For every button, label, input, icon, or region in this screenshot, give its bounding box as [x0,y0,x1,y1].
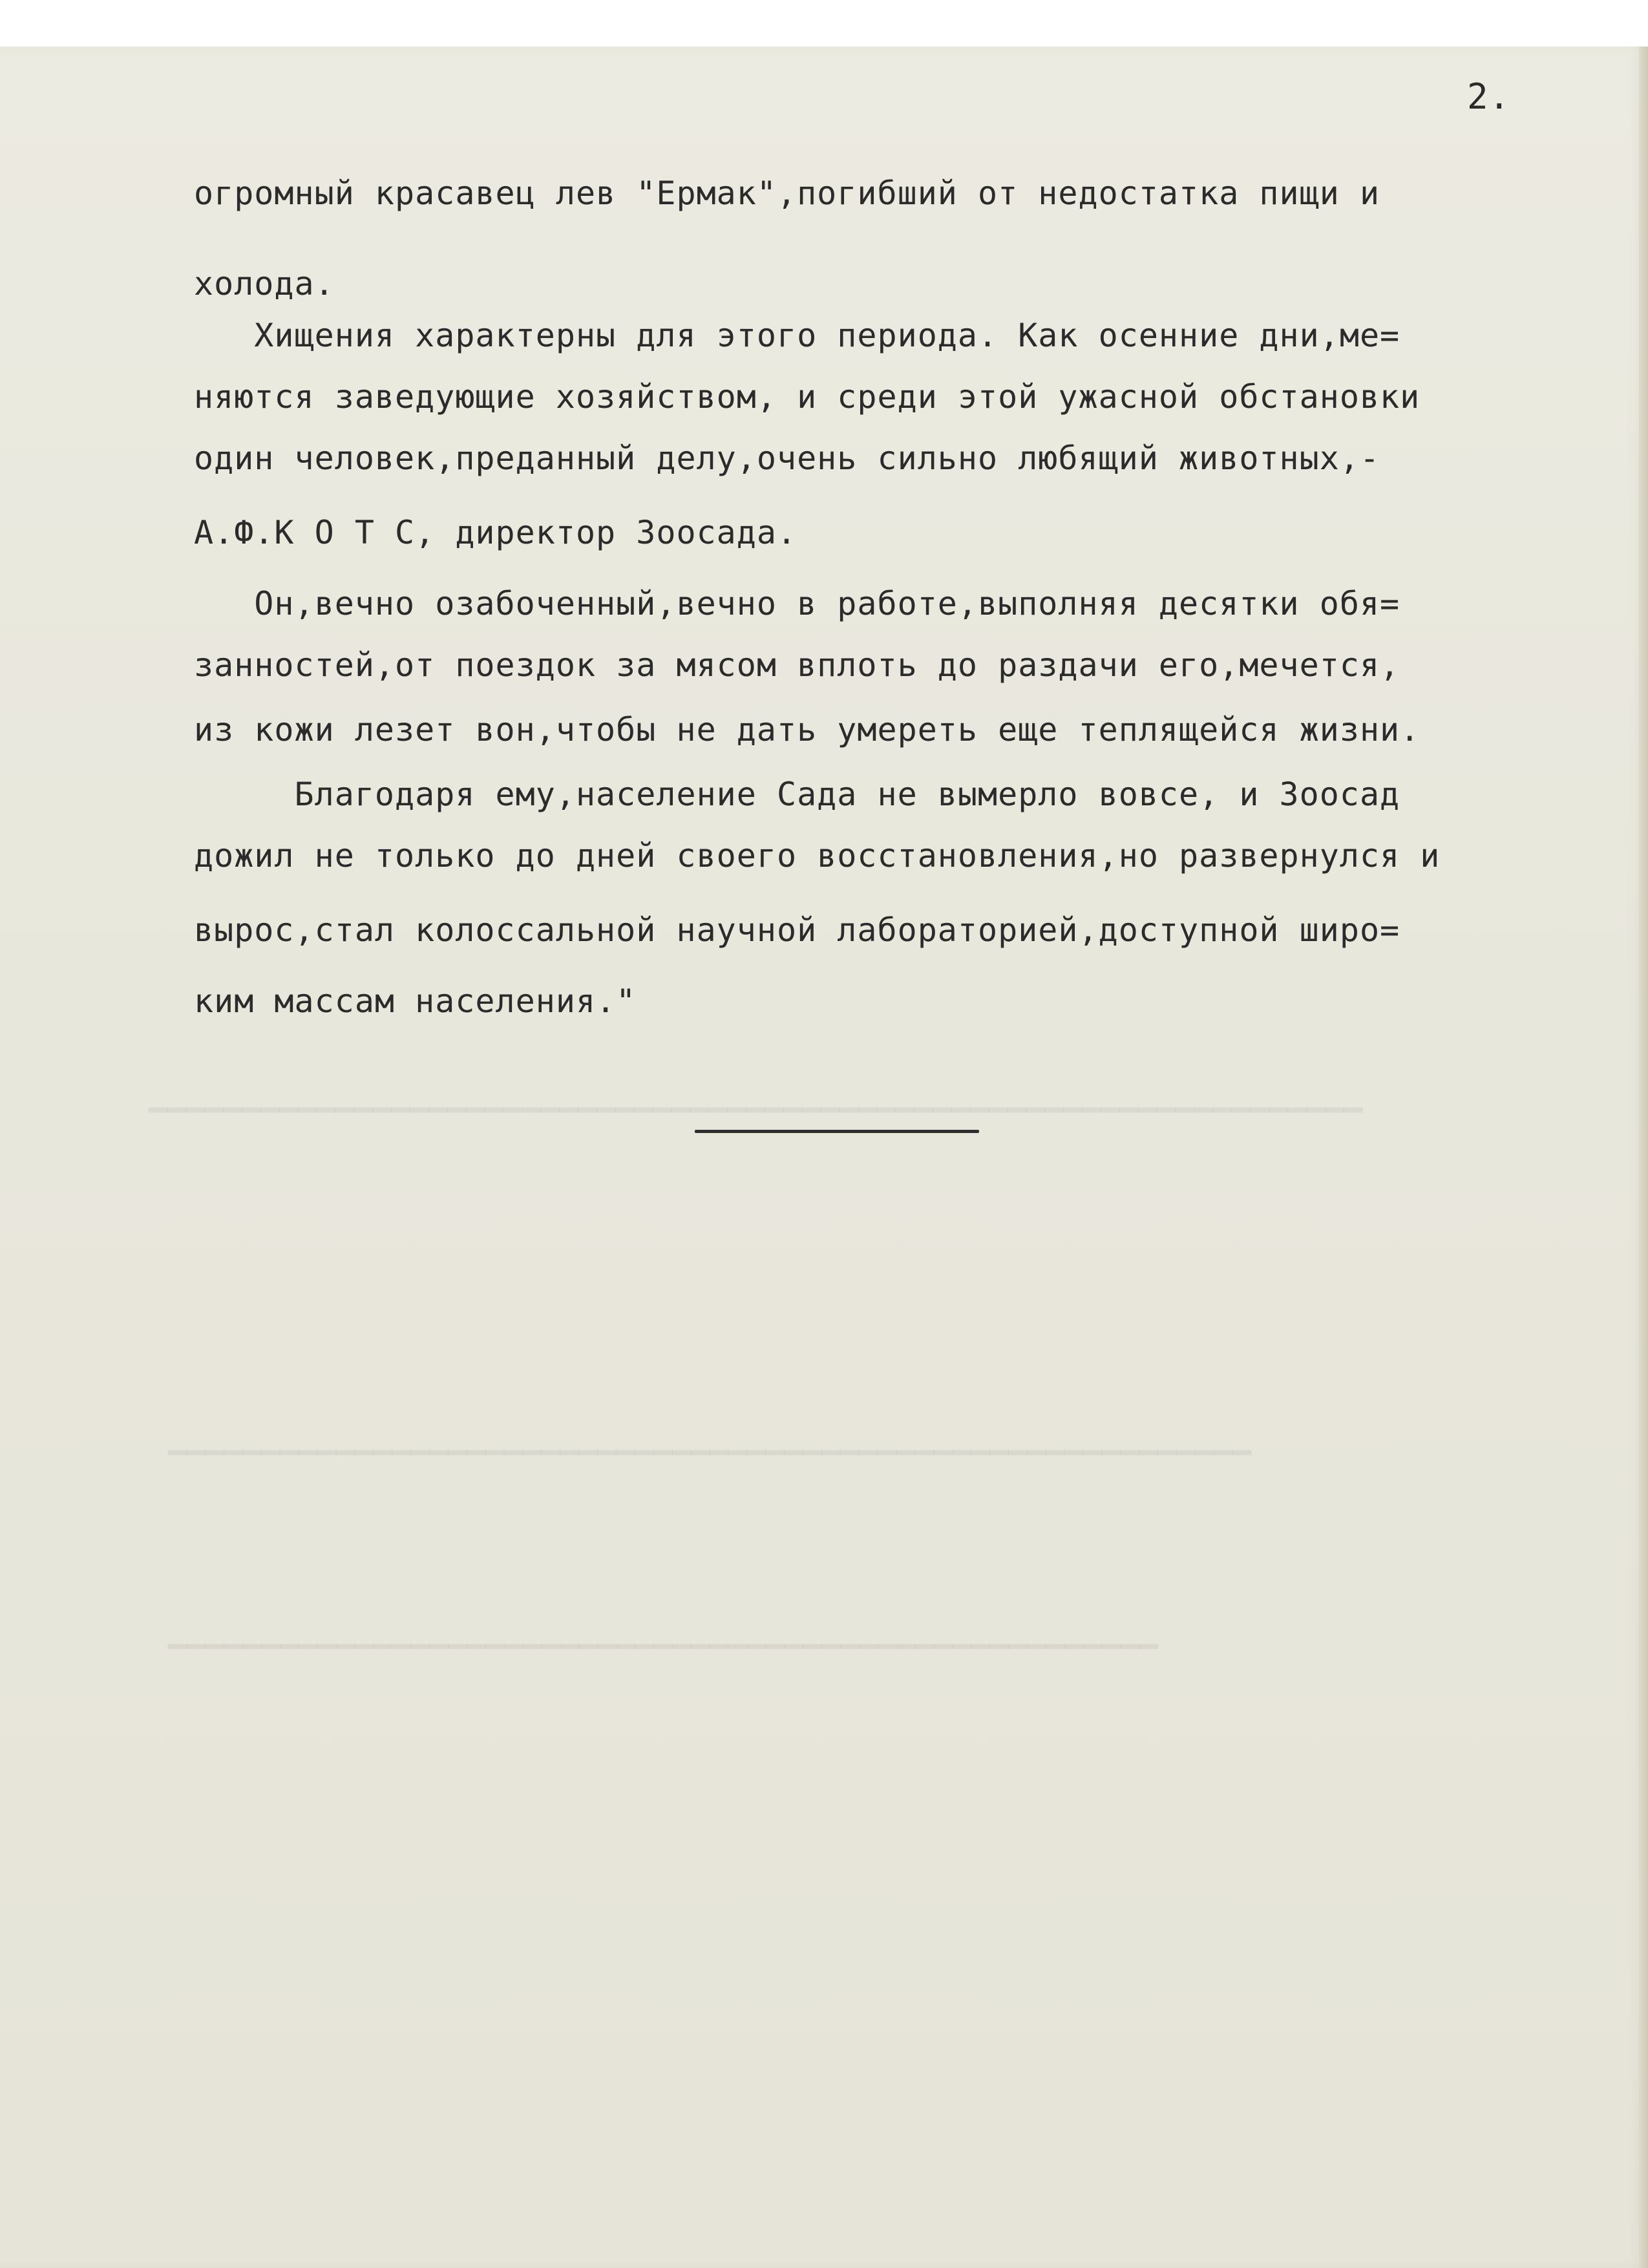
paper-edge [1639,47,1648,2268]
text-line: Хищения характерны для этого периода. Как осенние дни,ме= [194,317,1400,354]
page-number: 2. [1467,76,1511,117]
show-through-text: ━━━━━━━━━━━━━━━━━━━━━━━━━━━━━━━━━━━━━━━━━━━━━━━━━━━━━ [168,1629,1158,1665]
text-line: А.Ф.К О Т С, директор Зоосада. [194,514,798,551]
text-line: Он,вечно озабоченный,вечно в работе,выполняя десятки обя= [194,585,1400,622]
text-line: холода. [194,265,335,302]
show-through-text: ━━━━━━━━━━━━━━━━━━━━━━━━━━━━━━━━━━━━━━━━━━━━━━━━━━━━━━━━━━━━━━━━━ [149,1092,1363,1129]
show-through-text: ━━━━━━━━━━━━━━━━━━━━━━━━━━━━━━━━━━━━━━━━━━━━━━━━━━━━━━━━━━ [168,1435,1252,1471]
text-line: огромный красавец лев "Ермак",погибший от недостатка пищи и [194,175,1380,212]
text-line: ким массам населения." [194,982,637,1020]
text-line: из кожи лезет вон,чтобы не дать умереть еще теплящейся жизни. [194,711,1421,748]
text-line: Благодаря ему,население Сада не вымерло вовсе, и Зоосад [194,776,1400,813]
text-line: дожил не только до дней своего восстановления,но развернулся и [194,837,1441,874]
text-line: вырос,стал колоссальной научной лабораторией,доступной широ= [194,911,1400,949]
scan-background [0,0,1648,47]
section-divider [695,1130,979,1133]
text-line: занностей,от поездок за мясом вплоть до раздачи его,мечется, [194,646,1400,684]
text-line: один человек,преданный делу,очень сильно любящий животных,- [194,440,1380,477]
text-line: няются заведующие хозяйством, и среди этой ужасной обстановки [194,378,1421,416]
